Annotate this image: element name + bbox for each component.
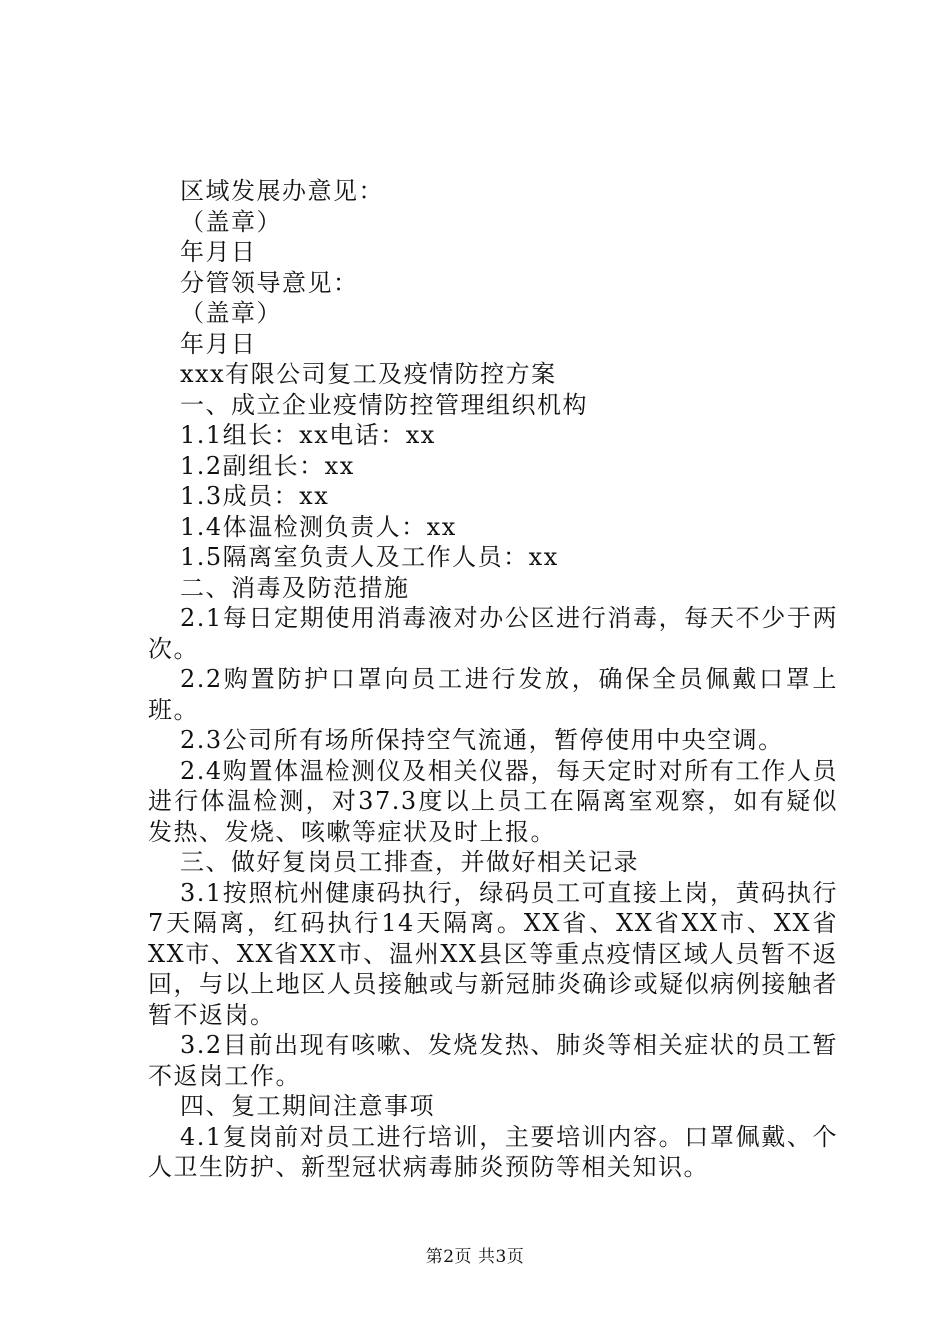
paragraph: 3.1按照杭州健康码执行，绿码员工可直接上岗，黄码执行7天隔离，红码执行14天隔离。XX省、XX省XX市、XX省XX市、XX省XX市、温州XX县区等重点疫情区域人员暂不返回，与以上地区人员接触或与新冠肺炎确诊或疑似病例接触者暂不返岗。	[148, 878, 838, 1029]
paragraph: 2.3公司所有场所保持空气流通，暂停使用中央空调。	[180, 726, 784, 754]
list-item: 1.2副组长：xx	[180, 451, 355, 480]
opinion-line-leader: 分管领导意见：	[180, 268, 359, 297]
list-item: 1.3成员：xx	[180, 482, 330, 510]
paragraph: 2.1每日定期使用消毒液对办公区进行消毒，每天不少于两次。	[148, 604, 838, 663]
date-line: 年月日	[180, 238, 257, 266]
section-heading: 四、复工期间注意事项	[180, 1092, 435, 1120]
document-body	[148, 176, 838, 1183]
document-title: xxx有限公司复工及疫情防控方案	[180, 360, 557, 388]
paragraph: 4.1复岗前对员工进行培训，主要培训内容。口罩佩戴、个人卫生防护、新型冠状病毒肺炎预防等相关知识。	[148, 1122, 838, 1181]
section-heading: 一、成立企业疫情防控管理组织机构	[180, 390, 588, 419]
seal-line: （盖章）	[180, 299, 282, 327]
date-line: 年月日	[180, 329, 257, 358]
seal-line: （盖章）	[180, 207, 282, 236]
section-heading: 三、做好复岗员工排查，并做好相关记录	[180, 848, 639, 876]
list-item: 1.4体温检测负责人：xx	[180, 512, 457, 541]
paragraph: 2.2购置防护口罩向员工进行发放，确保全员佩戴口罩上班。	[148, 665, 838, 724]
page-footer: 第2页 共3页	[425, 1247, 525, 1267]
list-item: 1.5隔离室负责人及工作人员：xx	[180, 543, 559, 571]
section-heading: 二、消毒及防范措施	[180, 573, 410, 602]
list-item: 1.1组长：xx电话：xx	[180, 421, 436, 449]
paragraph: 2.4购置体温检测仪及相关仪器，每天定时对所有工作人员进行体温检测，对37.3度以上员工在隔离室观察，如有疑似发热、发烧、咳嗽等症状及时上报。	[148, 756, 838, 846]
opinion-line-regional-office: 区域发展办意见：	[180, 177, 384, 205]
paragraph: 3.2目前出现有咳嗽、发烧发热、肺炎等相关症状的员工暂不返岗工作。	[148, 1031, 838, 1090]
